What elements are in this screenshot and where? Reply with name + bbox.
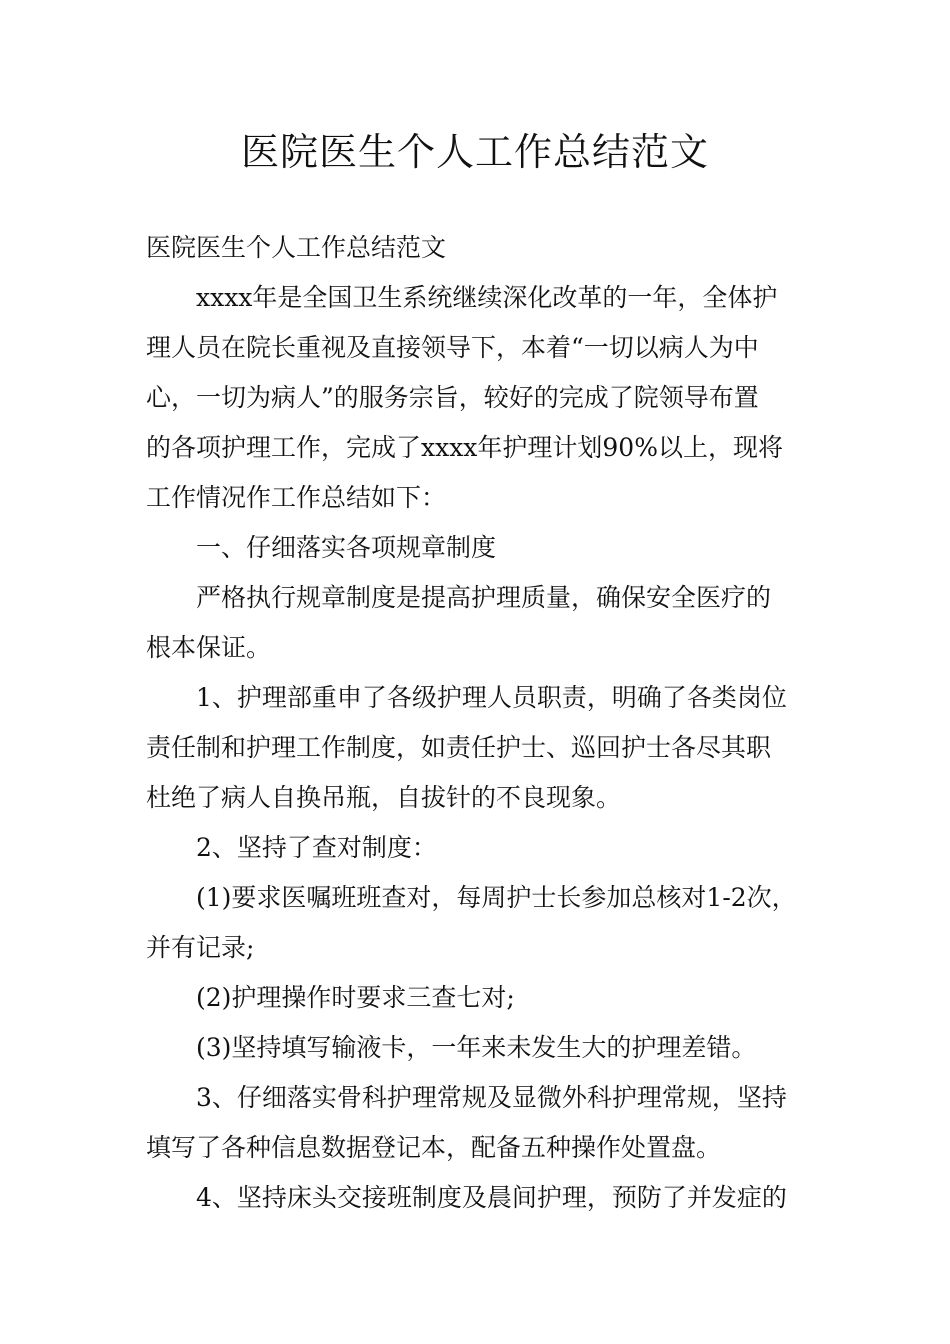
paragraph-line: 理人员在院长重视及直接领导下，本着“一切以病人为中 bbox=[146, 333, 759, 362]
paragraph-line: 根本保证。 bbox=[146, 633, 272, 662]
paragraph-line: 严格执行规章制度是提高护理质量，确保安全医疗的 bbox=[196, 583, 772, 612]
paragraph-line: 工作情况作工作总结如下： bbox=[146, 483, 447, 512]
paragraph-line: 2、坚持了查对制度： bbox=[196, 833, 437, 862]
paragraph-line: 填写了各种信息数据登记本，配备五种操作处置盘。 bbox=[146, 1133, 722, 1162]
paragraph-line: 心，一切为病人”的服务宗旨，较好的完成了院领导布置 bbox=[146, 383, 759, 412]
paragraph-line: (2)护理操作时要求三查七对; bbox=[196, 983, 515, 1012]
section-heading: 一、仔细落实各项规章制度 bbox=[196, 533, 497, 562]
document-title: 医院医生个人工作总结范文 bbox=[240, 130, 709, 174]
paragraph-line: 的各项护理工作，完成了xxxx年护理计划90%以上，现将 bbox=[146, 433, 783, 462]
paragraph-line: 杜绝了病人自换吊瓶，自拔针的不良现象。 bbox=[146, 783, 622, 812]
paragraph-line: 1、护理部重申了各级护理人员职责，明确了各类岗位 bbox=[196, 683, 787, 712]
paragraph-line: (3)坚持填写输液卡，一年来未发生大的护理差错。 bbox=[196, 1033, 757, 1062]
paragraph-line: 3、仔细落实骨科护理常规及显微外科护理常规，坚持 bbox=[196, 1083, 787, 1112]
paragraph-line: 4、坚持床头交接班制度及晨间护理，预防了并发症的 bbox=[196, 1183, 787, 1212]
paragraph-line: (1)要求医嘱班班查对，每周护士长参加总核对1-2次， bbox=[196, 883, 797, 912]
paragraph-line: 并有记录; bbox=[146, 933, 255, 962]
paragraph-line: 责任制和护理工作制度，如责任护士、巡回护士各尽其职 bbox=[146, 733, 772, 762]
paragraph-line: xxxx年是全国卫生系统继续深化改革的一年，全体护 bbox=[196, 283, 778, 312]
subtitle-line: 医院医生个人工作总结范文 bbox=[146, 233, 447, 262]
